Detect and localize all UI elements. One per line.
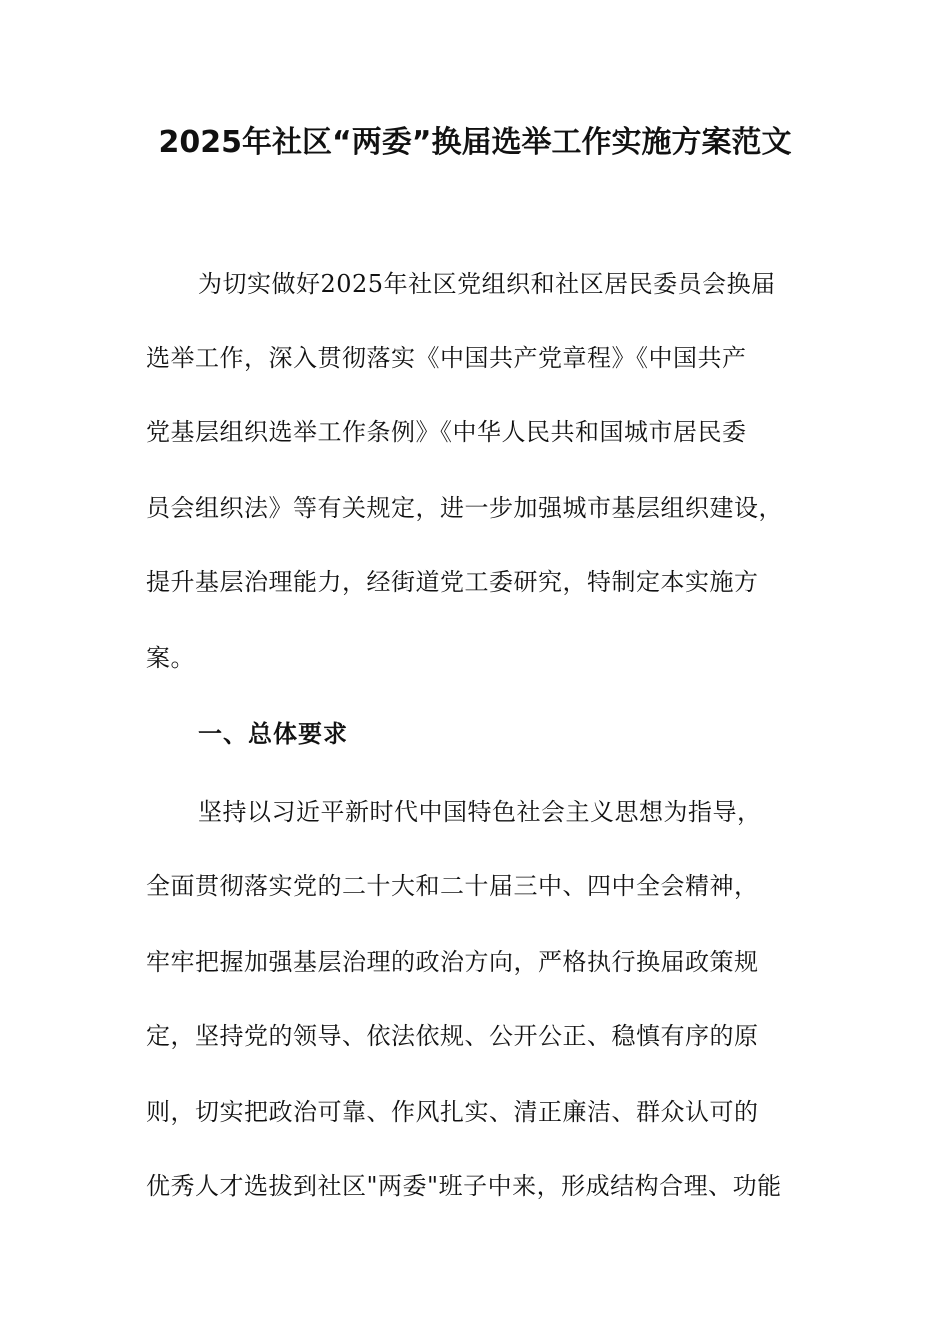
intro-line-6: 案。 xyxy=(146,644,195,672)
document-title: 2025年社区“两委”换届选举工作实施方案范文 xyxy=(158,125,792,160)
section-heading-1: 一、总体要求 xyxy=(198,720,348,748)
section1-line-1: 坚持以习近平新时代中国特色社会主义思想为指导， xyxy=(198,798,762,826)
intro-line-2: 选举工作，深入贯彻落实《中国共产党章程》《中国共产 xyxy=(146,344,747,372)
section1-line-5: 则，切实把政治可靠、作风扎实、清正廉洁、群众认可的 xyxy=(146,1098,759,1126)
section1-line-4: 定，坚持党的领导、依法依规、公开公正、稳慎有序的原 xyxy=(146,1022,759,1050)
intro-line-4: 员会组织法》等有关规定，进一步加强城市基层组织建设， xyxy=(146,494,783,522)
section1-line-2: 全面贯彻落实党的二十大和二十届三中、四中全会精神， xyxy=(146,872,759,900)
section1-line-3: 牢牢把握加强基层治理的政治方向，严格执行换届政策规 xyxy=(146,948,759,976)
intro-line-5: 提升基层治理能力，经街道党工委研究，特制定本实施方 xyxy=(146,568,759,596)
intro-line-3: 党基层组织选举工作条例》《中华人民共和国城市居民委 xyxy=(146,418,747,446)
section1-line-6: 优秀人才选拔到社区"两委"班子中来，形成结构合理、功能 xyxy=(146,1172,782,1200)
intro-line-1: 为切实做好2025年社区党组织和社区居民委员会换届 xyxy=(198,270,776,298)
